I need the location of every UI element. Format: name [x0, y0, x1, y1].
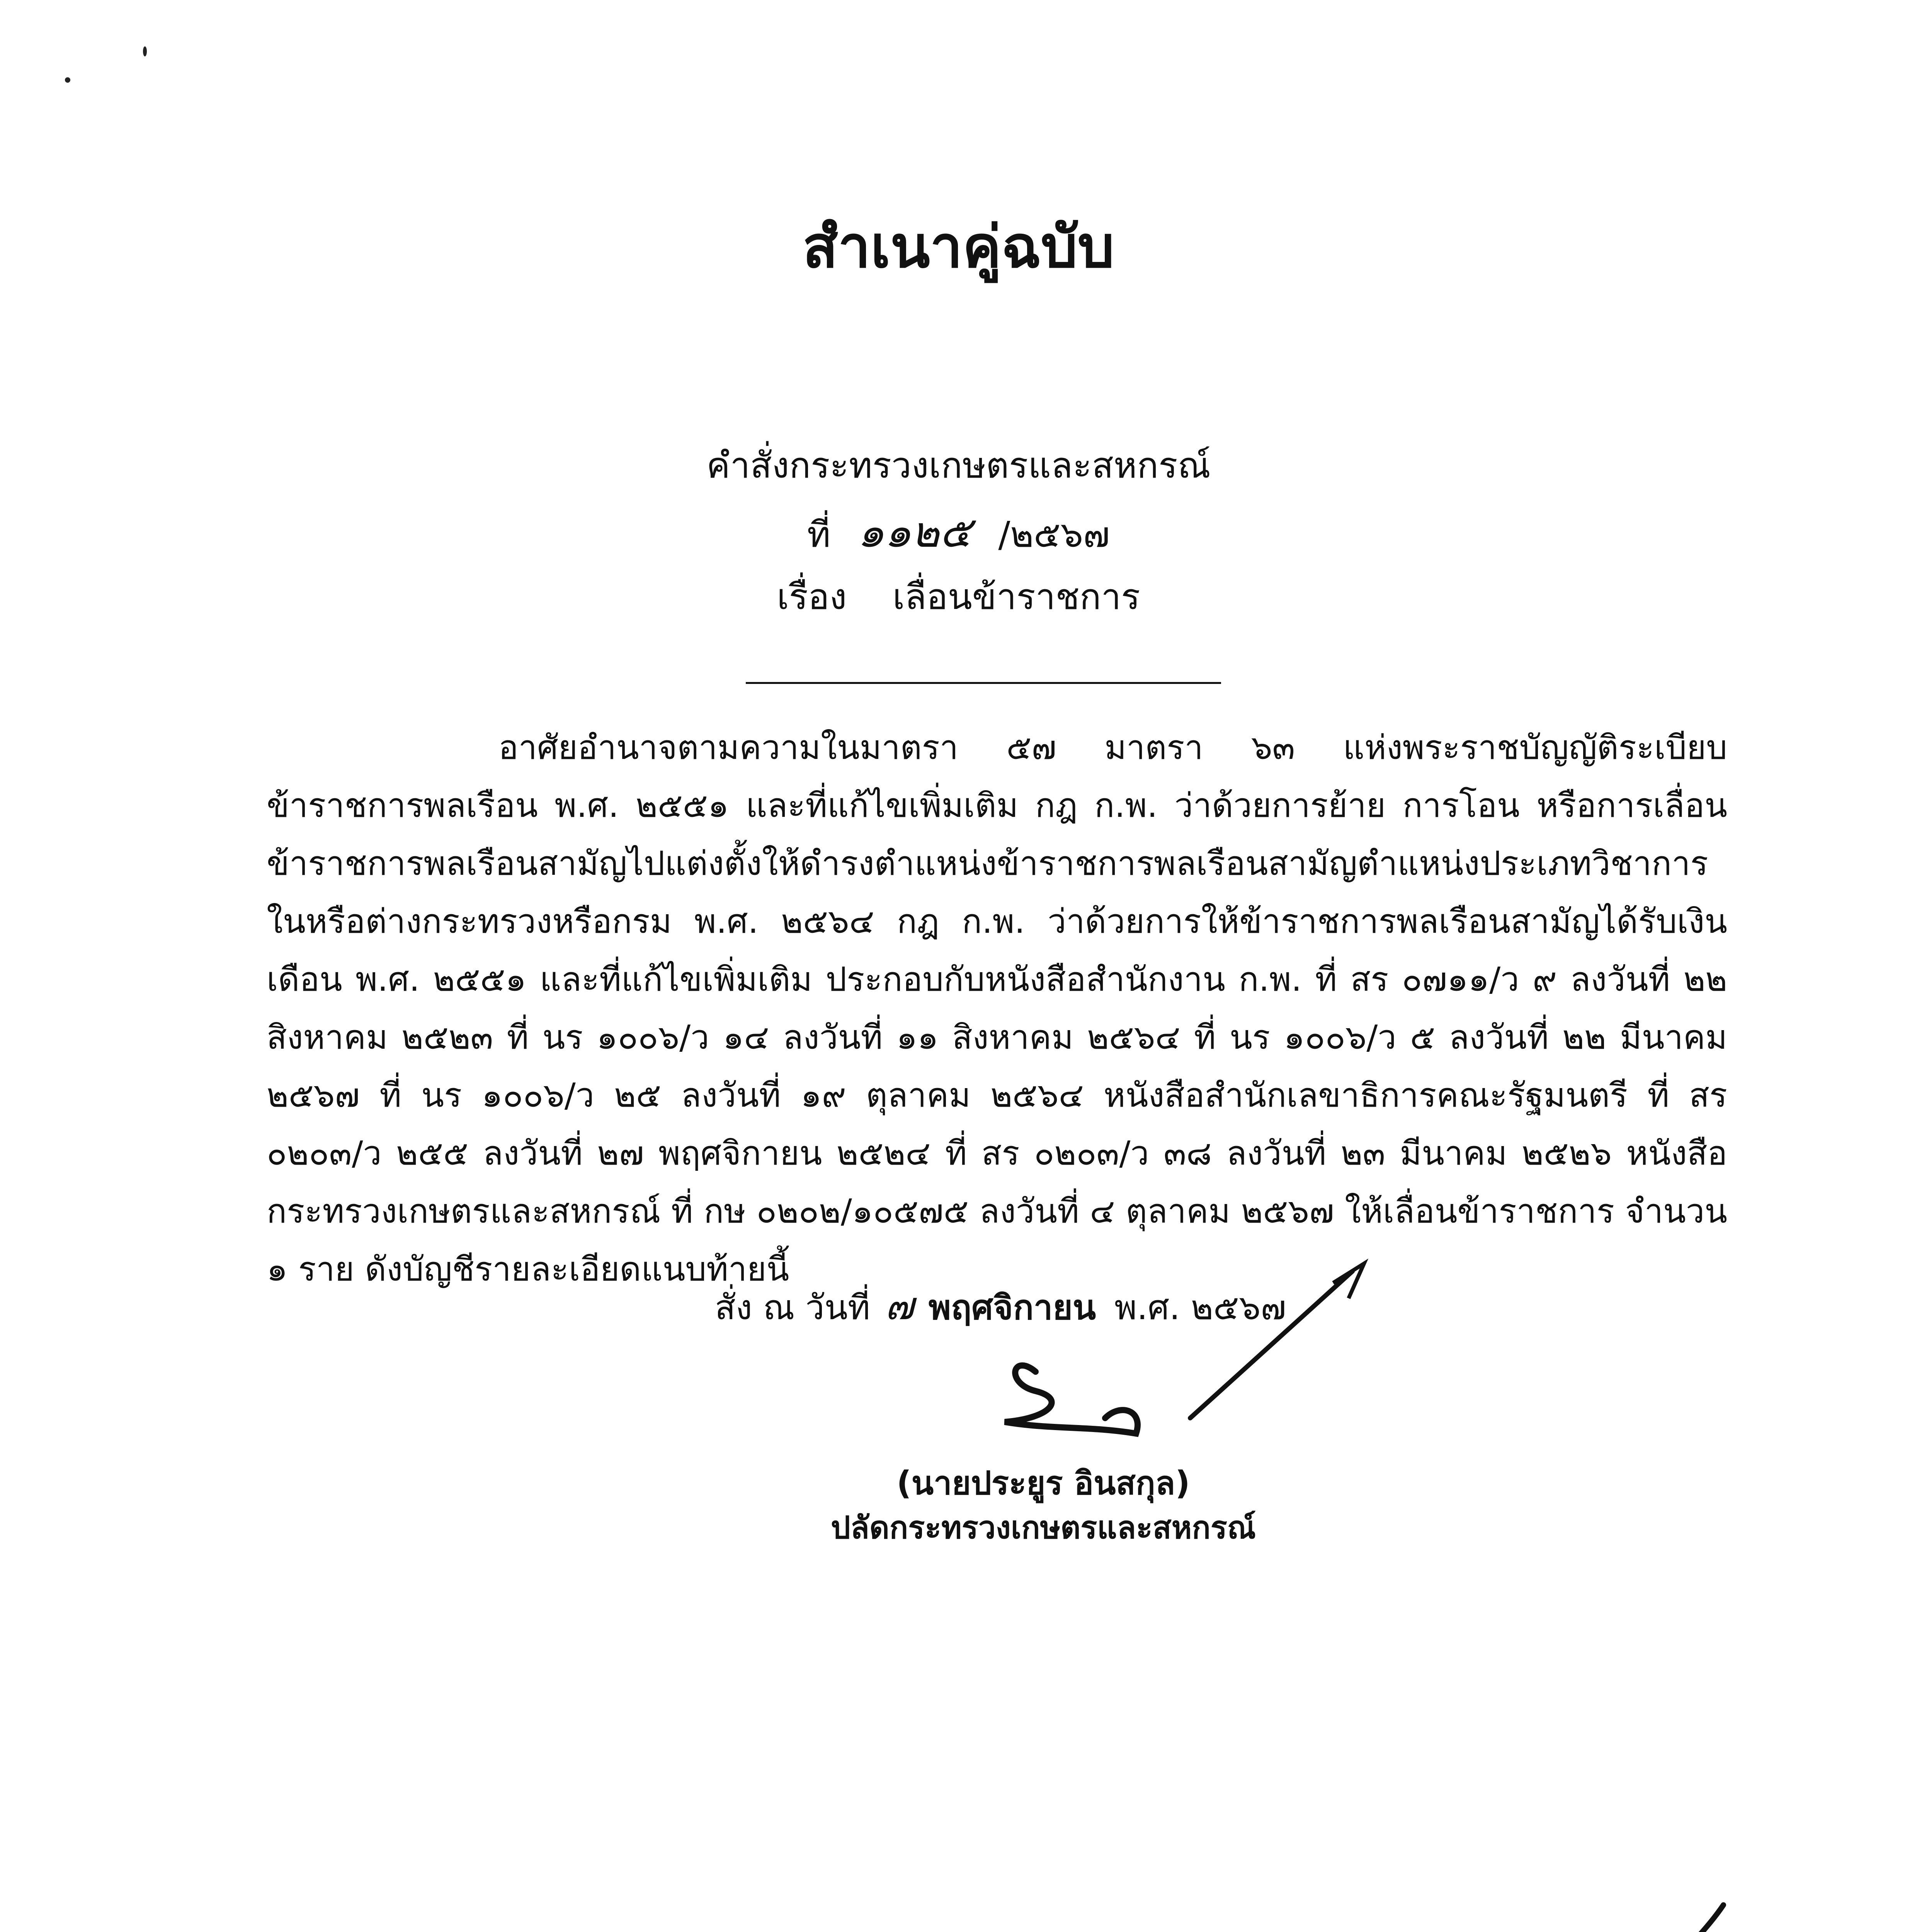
scan-speck	[65, 77, 70, 83]
header-divider	[746, 682, 1221, 684]
signer-title: ปลัดกระทรวงเกษตรและสหกรณ์	[831, 1510, 1256, 1546]
subject-label: เรื่อง	[777, 576, 847, 617]
scan-speck	[143, 46, 147, 56]
signature-drawing	[889, 1256, 1391, 1449]
approval-mark-drawing	[1499, 1893, 1770, 1932]
subject-text: เลื่อนข้าราชการ	[892, 576, 1140, 617]
order-body: อาศัยอำนาจตามความในมาตรา ๕๗ มาตรา ๖๓ แห่งพระราชบัญญัติระเบียบข้าราชการพลเรือน พ.ศ. ๒๕๕๑ และที่แก้ไขเพิ่มเติม กฎ ก.พ. ว่าด้วยการย้าย การโอน หรือการเลื่อนข้าราชการพลเรือนสามัญไปแต่งตั้งให้ดำรงตำแหน่งข้าราชการพลเรือนสามัญตำแหน่งประเภทวิชาการในหรือต่างกระทรวงหรือกรม พ.ศ. ๒๕๖๔ กฎ ก.พ. ว่าด้วยการให้ข้าราชการพลเรือนสามัญได้รับเงินเดือน พ.ศ. ๒๕๕๑ และที่แก้ไขเพิ่มเติม ประกอบกับหนังสือสำนักงาน ก.พ. ที่ สร ๐๗๑๑/ว ๙ ลงวันที่ ๒๒ สิงหาคม ๒๕๒๓ ที่ นร ๑๐๐๖/ว ๑๔ ลงวันที่ ๑๑ สิงหาคม ๒๕๖๔ ที่ นร ๑๐๐๖/ว ๕ ลงวันที่ ๒๒ มีนาคม ๒๕๖๗ ที่ นร ๑๐๐๖/ว ๒๕ ลงวันที่ ๑๙ ตุลาคม ๒๕๖๔ หนังสือสำนักเลขาธิการคณะรัฐมนตรี ที่ สร ๐๒๐๓/ว ๒๕๕ ลงวันที่ ๒๗ พฤศจิกายน ๒๕๒๔ ที่ สร ๐๒๐๓/ว ๓๘ ลงวันที่ ๒๓ มีนาคม ๒๕๒๖ หนังสือกระทรวงเกษตรและสหกรณ์ ที่ กษ ๐๒๐๒/๑๐๕๗๕ ลงวันที่ ๔ ตุลาคม ๒๕๖๗ ให้เลื่อนข้าราชการ จำนวน ๑ ราย ดังบัญชีรายละเอียดแนบท้ายนี้	[267, 728, 1727, 1289]
order-number	[0, 498, 1917, 566]
order-number-handwritten: ๑๑๒๕	[857, 507, 972, 557]
issue-month: พฤศจิกายน	[929, 1287, 1096, 1327]
order-number-suffix: /๒๕๖๗	[998, 514, 1110, 555]
order-authority: คำสั่งกระทรวงเกษตรและสหกรณ์	[706, 445, 1211, 486]
issue-year-prefix: พ.ศ.	[1114, 1287, 1180, 1327]
order-number-prefix: ที่	[807, 514, 831, 555]
issue-year: ๒๕๖๗	[1191, 1287, 1286, 1327]
issue-date-prefix: สั่ง ณ วันที่	[715, 1287, 870, 1327]
signer-name: (นายประยูร อินสกุล)	[896, 1464, 1190, 1502]
document-heading: สำเนาคู่ฉบับ	[803, 214, 1114, 281]
order-subject	[0, 568, 1917, 625]
issue-day: ๗	[885, 1283, 914, 1328]
